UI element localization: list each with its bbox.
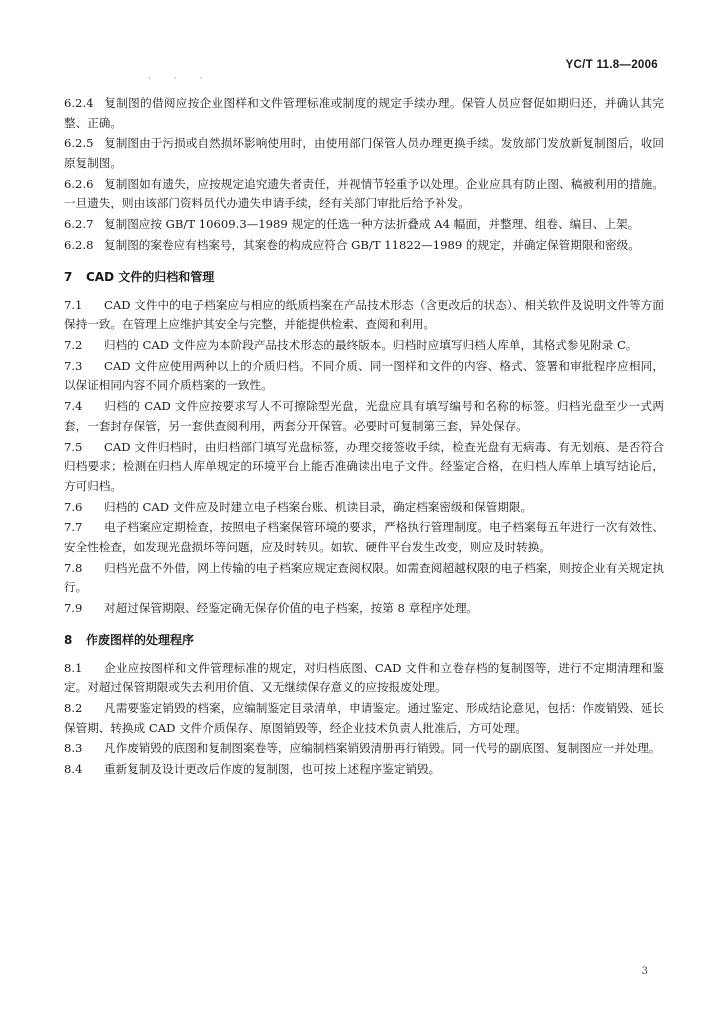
clause-text: 电子档案应定期检查，按照电子档案保管环境的要求，严格执行管理制度。电子档案每五年进行一次有效性、安全性检查，如发现光盘损坏等问题，应及时转贝。如软、硬件平台发生改变，则应及时转换。	[64, 520, 664, 554]
clause-paragraph	[64, 518, 664, 557]
clause-text: 凡作废销毁的底图和复制图案卷等，应编制档案销毁清册再行销毁。同一代号的副底图、复制图应一并处理。	[104, 741, 661, 756]
clause-paragraph	[64, 336, 664, 356]
clause-number: 7.9	[64, 601, 83, 616]
clause-paragraph	[64, 134, 664, 173]
clause-number: 8.4	[64, 762, 83, 777]
clause-paragraph	[64, 357, 664, 396]
clause-number: 8.3	[64, 741, 83, 756]
clause-number: 7.6	[64, 499, 83, 514]
clause-number: 7.8	[64, 560, 83, 575]
clause-number: 7.7	[64, 520, 83, 535]
page-number: 3	[641, 966, 648, 977]
clause-text: 归档的 CAD 文件应及时建立电子档案台账、机读目录，确定档案密级和保管期限。	[104, 499, 533, 514]
clause-text: 复制图由于污损或自然损坏影响使用时，由使用部门保管人员办理更换手续。发放部门发放新复制图后，收回原复制图。	[64, 136, 664, 170]
clause-number: 8.1	[64, 660, 83, 675]
clause-text: 复制图应按 GB/T 10609.3—1989 规定的任选一种方法折叠成 A4 幅面，并整理、组卷、编目、上架。	[104, 217, 640, 232]
clause-number: 6.2.7	[64, 217, 94, 232]
section-number: 7	[64, 269, 73, 284]
scan-specks: · · ·	[148, 74, 213, 84]
standard-code: YC/T 11.8—2006	[565, 59, 658, 71]
clause-paragraph	[64, 599, 664, 619]
clause-text: 复制图的案卷应有档案号，其案卷的构成应符合 GB/T 11822—1989 的规定，并确定保管期限和密级。	[104, 238, 640, 253]
clause-number: 7.4	[64, 399, 83, 414]
clause-text: 归档光盘不外借，网上传输的电子档案应规定查阅权限。如需查阅超越权限的电子档案，则按企业有关规定执行。	[64, 560, 664, 595]
clause-paragraph	[64, 175, 664, 214]
clause-text: 复制图如有遗失，应按规定追究遗失者责任，并视情节轻重予以处理。企业应具有防止图、稿被利用的措施。一旦遗失，则由该部门资料员代办遗失申请手续，经有关部门审批后给予补发。	[64, 176, 664, 211]
clause-paragraph	[64, 215, 664, 235]
clause-text: 归档的 CAD 文件应按要求写人不可擦除型光盘，光盘应具有填写编号和名称的标签。归档光盘至少一式两套，一套封存保管，另一套供查阅利用，两套分开保管。必要时可复制第三套，异处保存。	[64, 399, 664, 433]
clause-text: 凡需要鉴定销毁的档案，应编制鉴定目录清单，申请鉴定。通过鉴定、形成结论意见，包括：作废销毁、延长保管期、转换成 CAD 文件介质保存、原图销毁等，经企业技术负责人批准后，方可处理。	[64, 701, 664, 735]
clause-paragraph	[64, 438, 664, 497]
clause-text: 对超过保管期限、经鉴定确无保存价值的电子档案，按第 8 章程序处理。	[104, 601, 479, 616]
clause-paragraph	[64, 397, 664, 436]
clause-paragraph	[64, 559, 664, 598]
clause-paragraph	[64, 296, 664, 335]
section-heading	[64, 268, 664, 287]
section-title: CAD 文件的归档和管理	[86, 269, 215, 284]
document-body	[64, 94, 664, 781]
clause-number: 8.2	[64, 701, 83, 716]
clause-number: 6.2.8	[64, 238, 94, 253]
clause-number: 6.2.4	[64, 96, 94, 110]
clause-text: 归档的 CAD 文件应为本阶段产品技术形态的最终版本。归档时应填写归档人库单，其格式参见附录 C。	[104, 337, 638, 352]
section-heading	[64, 631, 664, 650]
clause-number: 6.2.5	[64, 136, 94, 151]
clause-text: CAD 文件中的电子档案应与相应的纸质档案在产品技术形态（含更改后的状态）、相关软件及说明文件等方面保持一致。在管理上应维护其安全与完整，并能提供检索、查阅和利用。	[64, 297, 664, 332]
clause-text: CAD 文件应使用两种以上的介质归档。不同介质、同一图样和文件的内容、格式、签署和审批程序应相同，以保证相同内容不同介质档案的一致性。	[64, 358, 664, 393]
clause-text: 企业应按图样和文件管理标准的规定，对归档底图、CAD 文件和立卷存档的复制图等，进行不定期清理和鉴定。对超过保管期限或失去利用价值、又无继续保存意义的应按报废处理。	[64, 660, 664, 695]
clause-paragraph	[64, 699, 664, 738]
clause-paragraph	[64, 498, 664, 518]
clause-number: 7.2	[64, 337, 83, 352]
clause-text: 重新复制及设计更改后作废的复制图，也可按上述程序鉴定销毁。	[104, 762, 441, 777]
section-title: 作废图样的处理程序	[86, 632, 195, 647]
clause-paragraph	[64, 659, 664, 698]
clause-number: 6.2.6	[64, 176, 94, 191]
clause-number: 7.5	[64, 439, 83, 454]
section-number: 8	[64, 632, 73, 647]
clause-paragraph	[64, 760, 664, 780]
clause-text: 复制图的借阅应按企业图样和文件管理标准或制度的规定手续办理。保管人员应督促如期归还，并确认其完整、正确。	[64, 96, 664, 130]
clause-paragraph	[64, 236, 664, 256]
clause-number: 7.1	[64, 297, 83, 312]
clause-paragraph	[64, 739, 664, 759]
clause-number: 7.3	[64, 358, 83, 373]
clause-paragraph	[64, 94, 664, 133]
clause-text: CAD 文件归档时，由归档部门填写光盘标签，办理交接签收手续，检查光盘有无病毒、有无划痕、是否符合归档要求；检测在归档人库单规定的环境平台上能否准确读出电子文件。经鉴定合格，在归档人库单上填写结论后，方可归档。	[64, 439, 664, 493]
